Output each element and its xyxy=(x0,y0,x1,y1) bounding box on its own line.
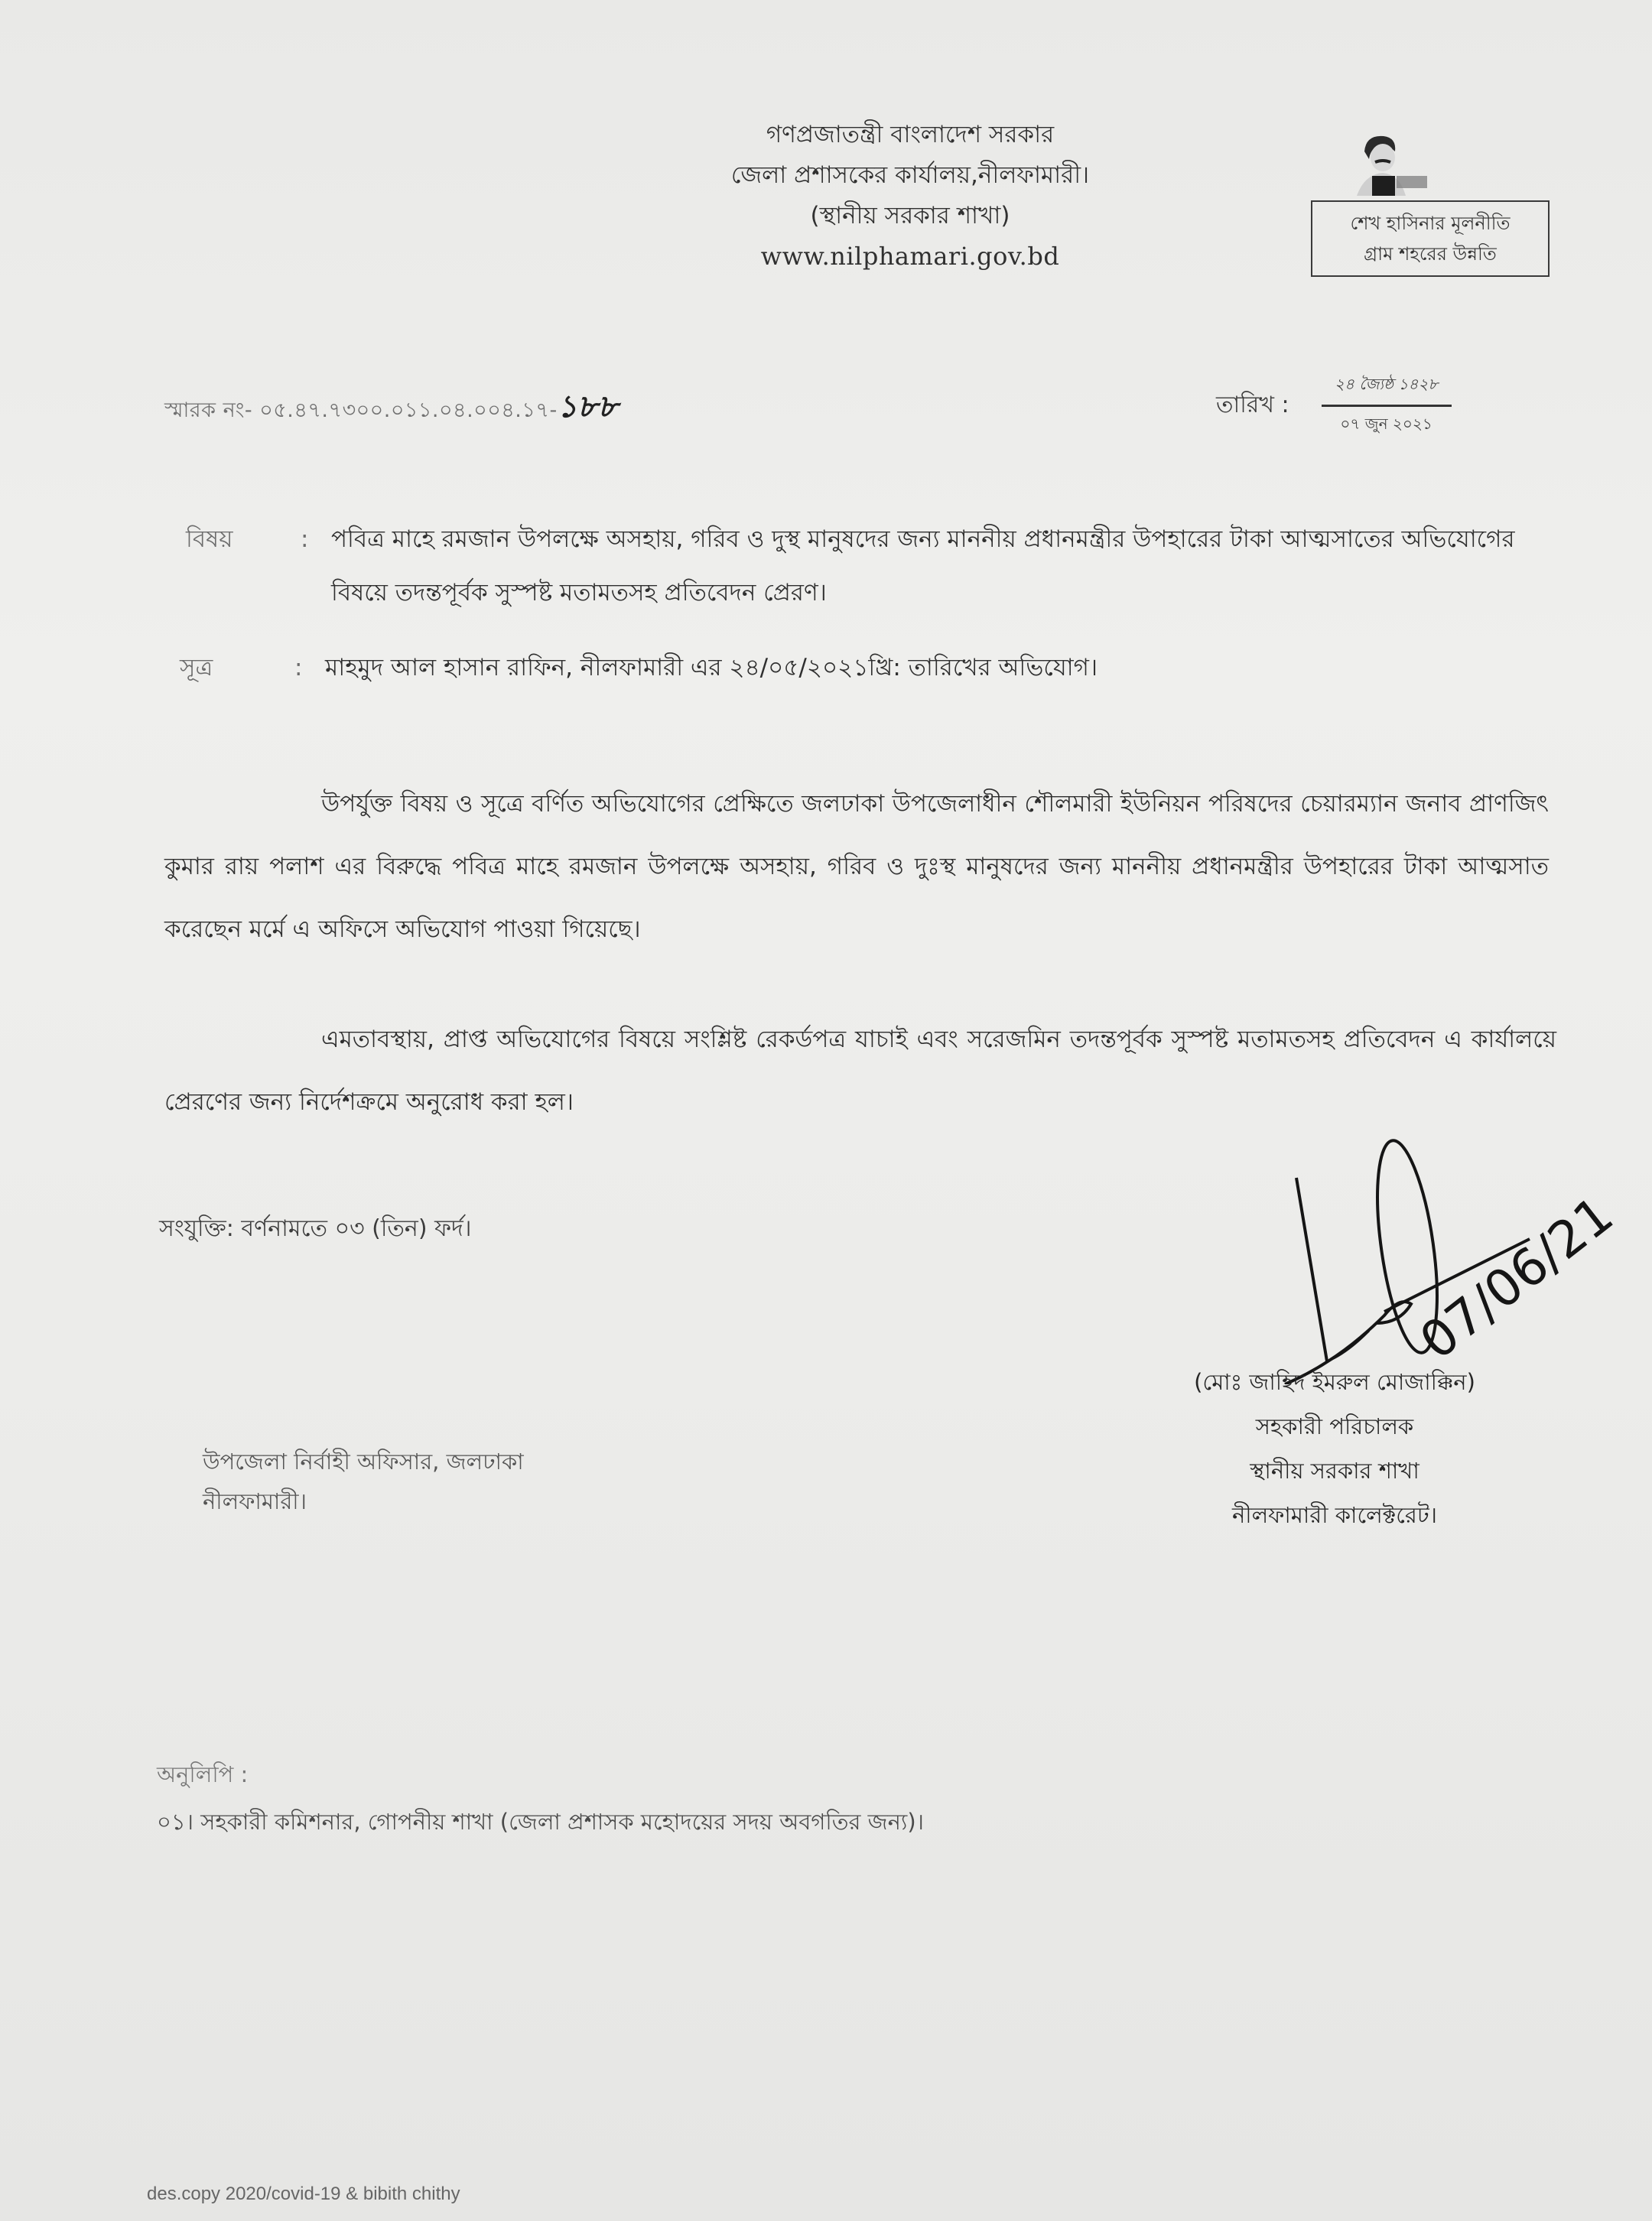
recipient-line-2: নীলফামারী। xyxy=(203,1488,307,1514)
source-row xyxy=(180,641,1526,694)
letterhead-website: www.nilphamari.gov.bd xyxy=(760,242,1060,271)
handwritten-date: 07/06/21 xyxy=(1409,1185,1624,1371)
recipient-line-1: উপজেলা নির্বাহী অফিসার, জলঢাকা xyxy=(203,1449,524,1475)
slogan-line-2: গ্রাম শহরের উন্নতি xyxy=(1364,243,1497,265)
slogan-line-1: শেখ হাসিনার মূলনীতি xyxy=(1350,213,1511,234)
subject-colon: : xyxy=(301,525,309,553)
subject-row xyxy=(186,512,1532,619)
recipient-block xyxy=(203,1442,524,1521)
letterhead xyxy=(673,115,1147,277)
signatory-branch: স্থানীয় সরকার শাখা xyxy=(1250,1458,1419,1484)
signatory-office: নীলফামারী কালেক্টরেট। xyxy=(1231,1502,1438,1528)
english-date: ০৭ জুন ২০২১ xyxy=(1340,415,1432,433)
subject-label: বিষয় xyxy=(186,525,233,553)
footer-file-path: des.copy 2020/covid-19 & bibith chithy xyxy=(147,2184,460,2204)
attachment-note: সংযুক্তি: বর্ণনামতে ০৩ (তিন) ফর্দ। xyxy=(159,1215,472,1242)
portrait-icon xyxy=(1349,128,1433,190)
memo-printed-number: ০৫.৪৭.৭৩০০.০১১.০৪.০০৪.১৭- xyxy=(259,398,558,422)
source-text: মাহমুদ আল হাসান রাফিন, নীলফামারী এর ২৪/০৫/২০২১খ্রি: তারিখের অভিযোগ। xyxy=(325,654,1098,681)
slogan-emblem xyxy=(1311,128,1556,277)
date-fraction xyxy=(1322,373,1452,438)
date-label: তারিখ : xyxy=(1216,392,1289,418)
source-label: সূত্র xyxy=(180,654,213,681)
signatory-block xyxy=(1170,1360,1499,1537)
body-paragraph-2: এমতাবস্থায়, প্রাপ্ত অভিযোগের বিষয়ে সংশ্লিষ্ট রেকর্ডপত্র যাচাই এবং সরেজমিন তদন্তপূর্বক সুস্পষ্ট মতামতসহ প্রতিবেদন এ কার্যালয়ে প্রেরণের জন্য নির্দেশক্রমে অনুরোধ করা হল। xyxy=(164,1026,1556,1116)
signatory-designation: সহকারী পরিচালক xyxy=(1255,1413,1414,1439)
letterhead-government: গণপ্রজাতন্ত্রী বাংলাদেশ সরকার xyxy=(766,121,1055,148)
bangla-date: ২৪ জ্যৈষ্ঠ ১৪২৮ xyxy=(1322,373,1452,407)
subject-text: পবিত্র মাহে রমজান উপলক্ষে অসহায়, গরিব ও দুস্থ মানুষদের জন্য মাননীয় প্রধানমন্ত্রীর উপহারের টাকা আত্মসাতের অভিযোগের বিষয়ে তদন্তপূর্বক সুস্পষ্ট মতামতসহ প্রতিবেদন প্রেরণ। xyxy=(331,525,1515,606)
signatory-name: (মোঃ জাহিদ ইমরুল মোজাক্কিন) xyxy=(1194,1369,1475,1395)
memo-label: স্মারক নং- xyxy=(164,398,253,422)
memo-number xyxy=(164,382,618,434)
letterhead-branch: (স্থানীয় সরকার শাখা) xyxy=(810,202,1010,229)
letterhead-office: জেলা প্রশাসকের কার্যালয়,নীলফামারী। xyxy=(730,161,1090,189)
slogan-box xyxy=(1311,200,1550,277)
date-block xyxy=(1216,373,1452,438)
memo-handwritten-number: ১৮৮ xyxy=(557,389,619,424)
copy-item: ০১। সহকারী কমিশনার, গোপনীয় শাখা (জেলা প্রশাসক মহোদয়ের সদয় অবগতির জন্য)। xyxy=(157,1809,925,1835)
source-colon: : xyxy=(294,654,303,681)
signature-icon xyxy=(1254,1132,1652,1384)
body-paragraph-1: উপর্যুক্ত বিষয় ও সূত্রে বর্ণিত অভিযোগের প্রেক্ষিতে জলঢাকা উপজেলাধীন শৌলমারী ইউনিয়ন পরিষদের চেয়ারম্যান জনাব প্রাণজিৎ কুমার রায় পলাশ এর বিরুদ্ধে পবিত্র মাহে রমজান উপলক্ষে অসহায়, গরিব ও দুঃস্থ মানুষদের জন্য মাননীয় প্রধানমন্ত্রীর উপহারের টাকা আত্মসাত করেছেন মর্মে এ অফিসে অভিযোগ পাওয়া গিয়েছে। xyxy=(164,790,1549,943)
copy-label: অনুলিপি : xyxy=(157,1761,249,1787)
